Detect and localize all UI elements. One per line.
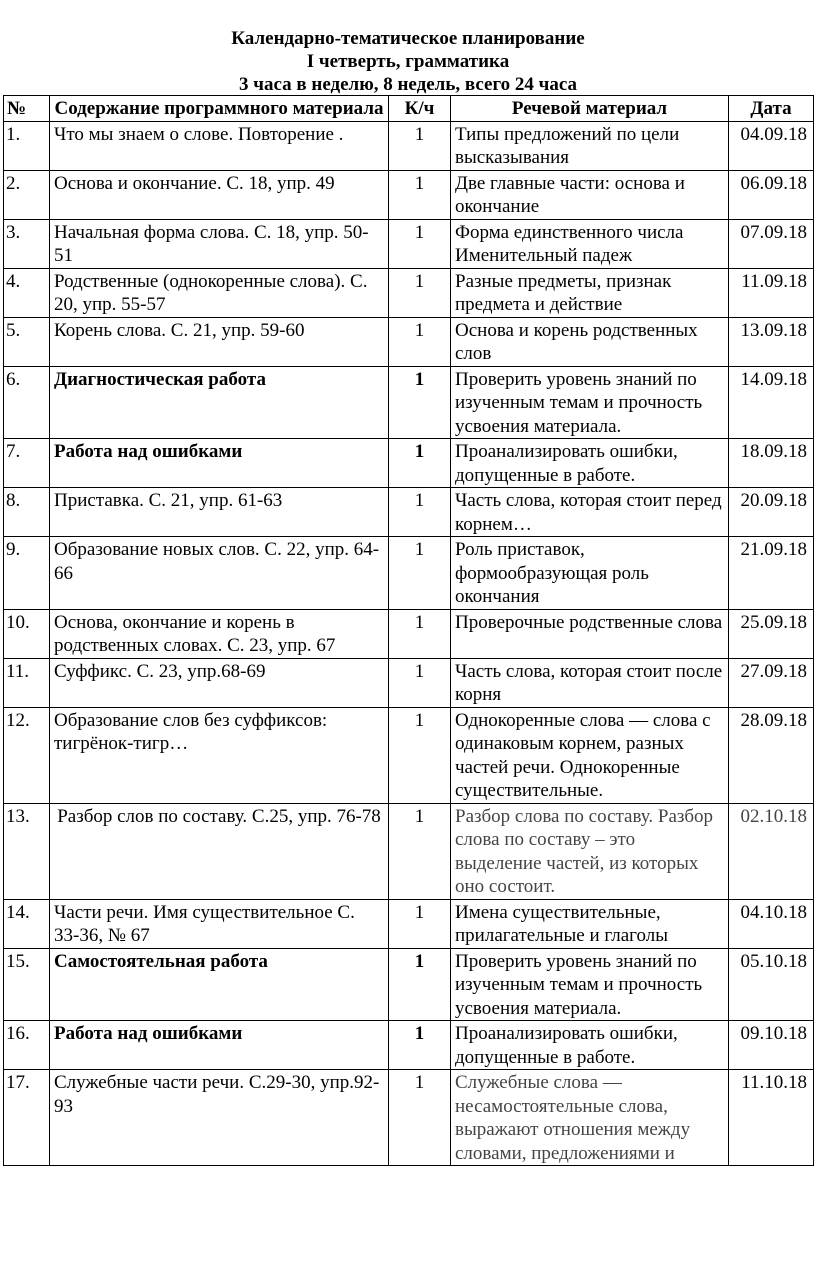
row-speech-material: Проверочные родственные слова: [451, 609, 729, 658]
table-row: [4, 121, 814, 170]
row-content: Диагностическая работа: [50, 366, 389, 439]
table-row: [4, 219, 814, 268]
row-date: 04.09.18: [729, 121, 814, 170]
row-speech-material: Проанализировать ошибки, допущенные в работе.: [451, 1021, 729, 1070]
row-content: Основа и окончание. С. 18, упр. 49: [50, 170, 389, 219]
row-date: 04.10.18: [729, 899, 814, 948]
row-speech-material: Служебные слова — несамостоятельные слова, выражают отношения между словами, предложениями и: [451, 1070, 729, 1166]
table-row: [4, 488, 814, 537]
row-speech-material: Часть слова, которая стоит после корня: [451, 658, 729, 707]
row-hours: 1: [389, 948, 451, 1021]
row-hours: 1: [389, 609, 451, 658]
row-date: 25.09.18: [729, 609, 814, 658]
row-number: 11.: [4, 658, 50, 707]
row-hours: 1: [389, 707, 451, 803]
table-row: [4, 1070, 814, 1166]
row-content: Служебные части речи. С.29-30, упр.92-93: [50, 1070, 389, 1166]
row-speech-material: Проверить уровень знаний по изученным темам и прочность усвоения материала.: [451, 366, 729, 439]
row-number: 17.: [4, 1070, 50, 1166]
column-header-content: Содержание программного материала: [50, 96, 389, 122]
table-row: [4, 170, 814, 219]
row-hours: 1: [389, 439, 451, 488]
column-header-hours: К/ч: [389, 96, 451, 122]
row-hours: 1: [389, 803, 451, 899]
row-speech-material: Имена существительные, прилагательные и глаголы: [451, 899, 729, 948]
row-hours: 1: [389, 219, 451, 268]
row-hours: 1: [389, 366, 451, 439]
table-row: [4, 366, 814, 439]
row-date: 20.09.18: [729, 488, 814, 537]
row-number: 16.: [4, 1021, 50, 1070]
row-speech-material: Типы предложений по цели высказывания: [451, 121, 729, 170]
row-speech-material: Проверить уровень знаний по изученным темам и прочность усвоения материала.: [451, 948, 729, 1021]
table-row: [4, 537, 814, 610]
row-speech-material: Проанализировать ошибки, допущенные в работе.: [451, 439, 729, 488]
row-speech-material: Разбор слова по составу. Разбор слова по составу – это выделение частей, из которых оно состоит.: [451, 803, 729, 899]
row-date: 27.09.18: [729, 658, 814, 707]
row-content: Образование новых слов. С. 22, упр. 64-66: [50, 537, 389, 610]
row-number: 8.: [4, 488, 50, 537]
row-hours: 1: [389, 170, 451, 219]
row-number: 3.: [4, 219, 50, 268]
row-hours: 1: [389, 899, 451, 948]
row-date: 14.09.18: [729, 366, 814, 439]
row-speech-material: Разные предметы, признак предмета и действие: [451, 268, 729, 317]
row-content: Родственные (однокоренные слова). С. 20, упр. 55-57: [50, 268, 389, 317]
table-row: [4, 948, 814, 1021]
table-row: [4, 803, 814, 899]
row-hours: 1: [389, 268, 451, 317]
row-content: Разбор слов по составу. С.25, упр. 76-78: [50, 803, 389, 899]
column-header-date: Дата: [729, 96, 814, 122]
table-row: [4, 439, 814, 488]
table-row: [4, 609, 814, 658]
row-content: Начальная форма слова. С. 18, упр. 50-51: [50, 219, 389, 268]
plan-title: Календарно-тематическое планирование: [231, 28, 585, 49]
row-hours: 1: [389, 317, 451, 366]
row-speech-material: Однокоренные слова — слова с одинаковым корнем, разных частей речи. Однокоренные существительные.: [451, 707, 729, 803]
row-hours: 1: [389, 121, 451, 170]
row-number: 12.: [4, 707, 50, 803]
row-number: 9.: [4, 537, 50, 610]
row-hours: 1: [389, 658, 451, 707]
row-number: 10.: [4, 609, 50, 658]
row-content: Части речи. Имя существительное С. 33-36, № 67: [50, 899, 389, 948]
row-speech-material: Часть слова, которая стоит перед корнем…: [451, 488, 729, 537]
row-date: 07.09.18: [729, 219, 814, 268]
row-number: 6.: [4, 366, 50, 439]
row-number: 4.: [4, 268, 50, 317]
table-row: [4, 317, 814, 366]
row-date: 09.10.18: [729, 1021, 814, 1070]
row-date: 06.09.18: [729, 170, 814, 219]
row-content: Работа над ошибками: [50, 1021, 389, 1070]
row-content: Основа, окончание и корень в родственных словах. С. 23, упр. 67: [50, 609, 389, 658]
quarter-subtitle: I четверть, грамматика: [306, 51, 510, 72]
table-row: [4, 658, 814, 707]
row-number: 2.: [4, 170, 50, 219]
row-speech-material: Форма единственного числа Именительный падеж: [451, 219, 729, 268]
row-hours: 1: [389, 1021, 451, 1070]
planning-table: [3, 95, 814, 1166]
row-number: 14.: [4, 899, 50, 948]
row-content: Работа над ошибками: [50, 439, 389, 488]
row-number: 13.: [4, 803, 50, 899]
row-date: 21.09.18: [729, 537, 814, 610]
row-speech-material: Две главные части: основа и окончание: [451, 170, 729, 219]
row-number: 7.: [4, 439, 50, 488]
table-row: [4, 899, 814, 948]
row-hours: 1: [389, 537, 451, 610]
row-date: 11.09.18: [729, 268, 814, 317]
row-content: Что мы знаем о слове. Повторение .: [50, 121, 389, 170]
row-hours: 1: [389, 488, 451, 537]
row-number: 1.: [4, 121, 50, 170]
row-number: 5.: [4, 317, 50, 366]
row-date: 13.09.18: [729, 317, 814, 366]
hours-subtitle: 3 часа в неделю, 8 недель, всего 24 часа: [238, 74, 577, 95]
row-content: Образование слов без суффиксов: тигрёнок-тигр…: [50, 707, 389, 803]
table-row: [4, 707, 814, 803]
row-speech-material: Роль приставок, формообразующая роль окончания: [451, 537, 729, 610]
table-row: [4, 1021, 814, 1070]
row-date: 18.09.18: [729, 439, 814, 488]
row-date: 05.10.18: [729, 948, 814, 1021]
row-number: 15.: [4, 948, 50, 1021]
column-header-num: №: [4, 96, 50, 122]
row-content: Самостоятельная работа: [50, 948, 389, 1021]
table-row: [4, 268, 814, 317]
row-content: Корень слова. С. 21, упр. 59-60: [50, 317, 389, 366]
row-date: 02.10.18: [729, 803, 814, 899]
row-hours: 1: [389, 1070, 451, 1166]
row-speech-material: Основа и корень родственных слов: [451, 317, 729, 366]
column-header-speech: Речевой материал: [451, 96, 729, 122]
table-header-row: [4, 96, 814, 122]
row-date: 11.10.18: [729, 1070, 814, 1166]
row-content: Приставка. С. 21, упр. 61-63: [50, 488, 389, 537]
row-date: 28.09.18: [729, 707, 814, 803]
row-content: Суффикс. С. 23, упр.68-69: [50, 658, 389, 707]
